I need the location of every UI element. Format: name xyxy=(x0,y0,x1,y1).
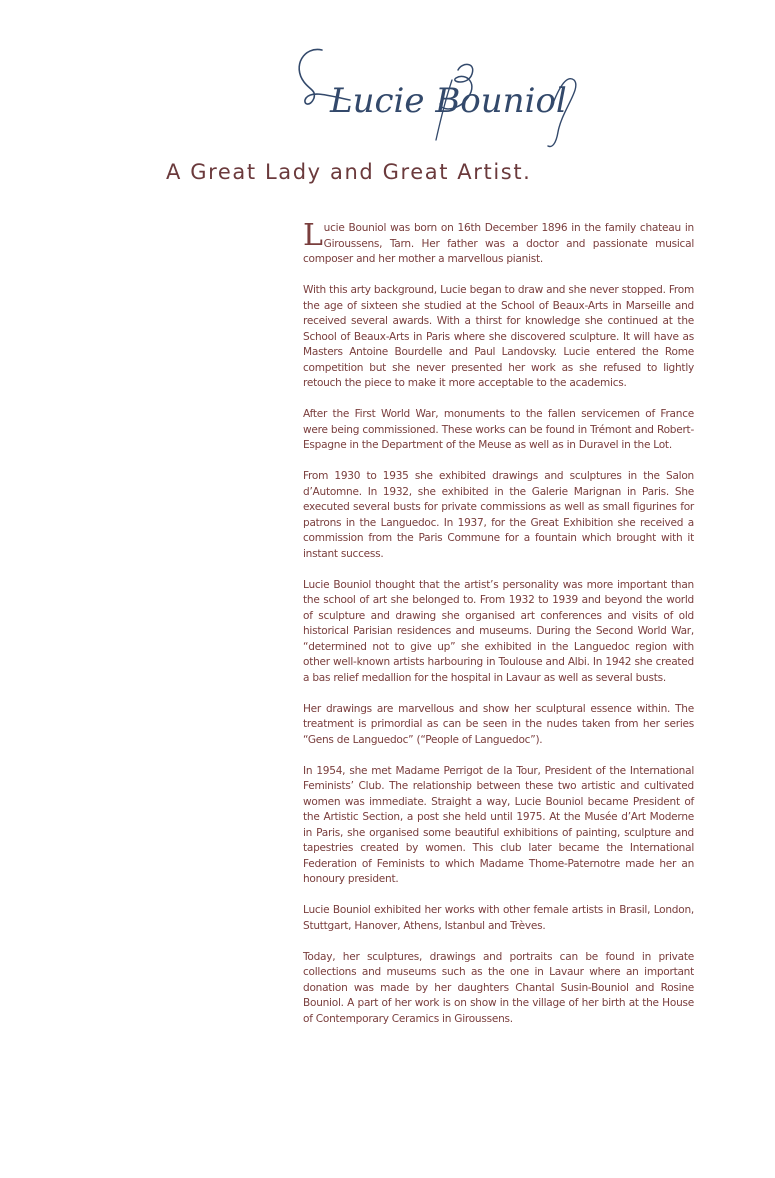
paragraph-drawings: Her drawings are marvellous and show her sculptural essence within. The treatment is primordial as can be seen in the nudes taken from her series “Gens de Languedoc” (“People of Languedoc”). xyxy=(303,702,694,746)
paragraph-collections: Today, her sculptures, drawings and portraits can be found in private collections and museums such as the one in Lavaur where an important donation was made by her daughters Chantal Susin-Bouniol and Rosine Bouniol. A part of her work is on show in the village of her birth at the House of Contemporary Ceramics in Giroussens. xyxy=(303,950,694,1025)
paragraph-personality: Lucie Bouniol thought that the artist’s personality was more important than the school of art she belonged to. From 1932 to 1939 and beyond the world of sculpture and drawing she organised art conferences and visits of old historical Parisian residences and museums. During the Second World War, “determined not to give up” she exhibited in the Languedoc region with other well-known artists harbouring in Toulouse and Albi. In 1942 she created a bas relief medallion for the hospital in Lavaur as well as several busts. xyxy=(303,578,694,684)
drop-cap-initial: L xyxy=(303,218,323,253)
signature-logo-graphic xyxy=(290,40,590,155)
signature-logo xyxy=(290,40,590,155)
intro-paragraph-text: ucie Bouniol was born on 16th December 1896 in the family chateau in Giroussens, Tarn. Her father was a doctor and passionate musical composer and her mother a marvellous pianist. xyxy=(303,222,694,265)
paragraph-international-exhibits: Lucie Bouniol exhibited her works with other female artists in Brasil, London, Stuttgart, Hanover, Athens, Istanbul and Trèves. xyxy=(303,904,694,932)
paragraph-war-monuments: After the First World War, monuments to the fallen servicemen of France were being commissioned. These works can be found in Trémont and Robert-Espagne in the Department of the Meuse as well as in Duravel in the Lot. xyxy=(303,408,694,451)
intro-paragraph xyxy=(303,218,694,268)
signature-text: Lucie Bouniol xyxy=(330,81,567,121)
biography-article xyxy=(303,218,694,1043)
page-subtitle: A Great Lady and Great Artist. xyxy=(166,160,532,184)
paragraph-feminists-club: In 1954, she met Madame Perrigot de la Tour, President of the International Feminists’ Club. The relationship between these two artistic and cultivated women was immediate. Straight a way, Lucie Bouniol became President of the Artistic Section, a post she held until 1975. At the Musée d’Art Moderne in Paris, she organised some beautiful exhibitions of painting, sculpture and tapestries created by women. This club later became the International Federation of Feminists to which Madame Thome-Paternotre made her an honoury president. xyxy=(303,764,694,885)
paragraph-early-education: With this arty background, Lucie began to draw and she never stopped. From the age of sixteen she studied at the School of Beaux-Arts in Marseille and received several awards. With a thirst for knowledge she continued at the School of Beaux-Arts in Paris where she discovered sculpture. It will have as Masters Antoine Bourdelle and Paul Landovsky. Lucie entered the Rome competition but she never presented her work as she refused to lightly retouch the piece to make it more acceptable to the academics. xyxy=(303,284,694,389)
paragraph-exhibitions-1930s: From 1930 to 1935 she exhibited drawings and sculptures in the Salon d’Automne. In 1932, she exhibited in the Galerie Marignan in Paris. She executed several busts for private commissions as well as small figurines for patrons in the Languedoc. In 1937, for the Great Exhibition she received a commission from the Paris Commune for a fountain which brought with it instant success. xyxy=(303,470,694,560)
